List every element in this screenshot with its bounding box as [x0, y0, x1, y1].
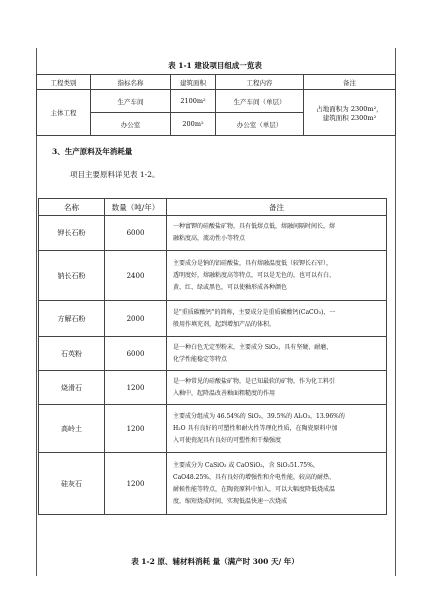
table1-caption: 表 1-1 建设项目组成一览表	[168, 61, 262, 70]
note-line: 是一种常见的硅酸盐矿物，是已知最软的矿物，作为化工料引	[173, 377, 336, 385]
category-cell: 主体工程	[37, 90, 91, 136]
raw-materials-table	[38, 198, 387, 515]
section-heading: 3、生产原料及年消耗量	[52, 147, 133, 156]
material-name: 烧滑石	[39, 371, 105, 405]
area-cell: 200m²	[171, 113, 216, 136]
table-row	[39, 251, 387, 301]
material-note	[167, 337, 387, 371]
table2-header-row	[39, 199, 387, 216]
material-quantity: 1200	[105, 371, 167, 405]
note-line: H₂O 具有良好的可塑性和耐火性等理化性质，在陶瓷原料中加	[173, 424, 338, 432]
header-remark: 备注	[304, 75, 396, 90]
table-row	[37, 90, 396, 113]
table-row	[39, 453, 387, 515]
header-note: 备注	[167, 199, 387, 216]
material-note	[167, 251, 387, 301]
material-quantity: 2400	[105, 251, 167, 301]
note-line: 黄、红、绿或黑色，可以使釉形成各种颜色	[173, 283, 288, 291]
header-quantity: 数量（吨/年）	[105, 199, 167, 216]
note-line: 融粘度高，流动性小等特点	[173, 235, 246, 242]
content-cell: 办公室（单层）	[216, 113, 304, 136]
remark-line-2: 建筑面积 2300m²	[322, 113, 377, 122]
remark-line-1: 占地面积为 2300m²，	[316, 104, 383, 113]
header-category: 工程类别	[37, 75, 91, 90]
note-line: 入可使瓷泥具有良好的可塑性和干燥强度	[173, 436, 282, 444]
material-note	[167, 453, 387, 515]
material-name: 石英粉	[39, 337, 105, 371]
intro-paragraph: 项目主要原料详见表 1-2。	[70, 170, 160, 179]
material-note	[167, 405, 387, 453]
material-note	[167, 216, 387, 251]
table1-header-row	[37, 75, 396, 90]
project-composition-table	[36, 74, 396, 136]
material-quantity: 2000	[105, 301, 167, 337]
note-line: 是"重质碳酸钙"的简称，主要成分是重质碳酸钙(CaCO₃)，一	[173, 308, 336, 316]
note-line: 主要成分组成为 46.54%的 SiO₂，39.5%的 Al₂O₃，13.96%的	[173, 412, 345, 420]
note-line: 是一种白色无定型粉末，主要成分 SiO₂，具有坚硬、耐磨、	[173, 343, 333, 351]
header-content: 工程内容	[216, 75, 304, 90]
note-line: 耐候性能等特点，在陶瓷原料中加入，可以大幅度降低烧成温	[173, 485, 336, 493]
header-area: 建筑面积	[171, 75, 216, 90]
note-line: 主要成分是钠的铝硅酸盐，具有熔融温度低（较钾长石窄），	[173, 259, 333, 267]
note-line: 一种富钾的硅酸盐矿物，具有低熔点低，熔融间隔时间长，熔	[173, 223, 336, 230]
material-note	[167, 371, 387, 405]
material-quantity: 6000	[105, 216, 167, 251]
note-line: 化学性能稳定等特点	[173, 355, 228, 363]
material-quantity: 6000	[105, 337, 167, 371]
note-line: 入釉中，起降温改善釉面粗糙度的作用	[173, 389, 276, 397]
material-note	[167, 301, 387, 337]
table-row	[39, 337, 387, 371]
note-line: 般用作填充剂，起到增加产品的体积。	[173, 320, 276, 328]
header-name: 名称	[39, 199, 105, 216]
remark-cell	[304, 90, 396, 136]
table-row	[39, 216, 387, 251]
area-cell: 2100m²	[171, 90, 216, 113]
header-indicator: 指标名称	[91, 75, 171, 90]
note-line: 度，缩短烧成时间，实现低温快速一次烧成	[173, 497, 288, 505]
table-row	[39, 371, 387, 405]
material-name: 高岭土	[39, 405, 105, 453]
material-name: 硅灰石	[39, 453, 105, 515]
table2-caption: 表 1-2 原、辅材料消耗 量（满产时 300 天/ 年）	[131, 557, 299, 566]
material-name: 钾长石粉	[39, 216, 105, 251]
table-row	[39, 301, 387, 337]
material-quantity: 1200	[105, 405, 167, 453]
note-line: 透明度好，熔融粘度高等特点，可以是无色的，也可以有白、	[173, 271, 336, 279]
note-line: 主要成分为 CaSiO₃ 或 CaOSiO₂，含 SiO₂51.75%，	[173, 461, 319, 469]
indicator-cell: 生产车间	[91, 90, 171, 113]
content-cell: 生产车间（单层）	[216, 90, 304, 113]
material-name: 钠长石粉	[39, 251, 105, 301]
table-row	[39, 405, 387, 453]
indicator-cell: 办公室	[91, 113, 171, 136]
material-quantity: 1200	[105, 453, 167, 515]
note-line: CaO48.25%，具有良好的增强性和介电性能，较高的耐热、	[173, 473, 335, 481]
material-name: 方解石粉	[39, 301, 105, 337]
